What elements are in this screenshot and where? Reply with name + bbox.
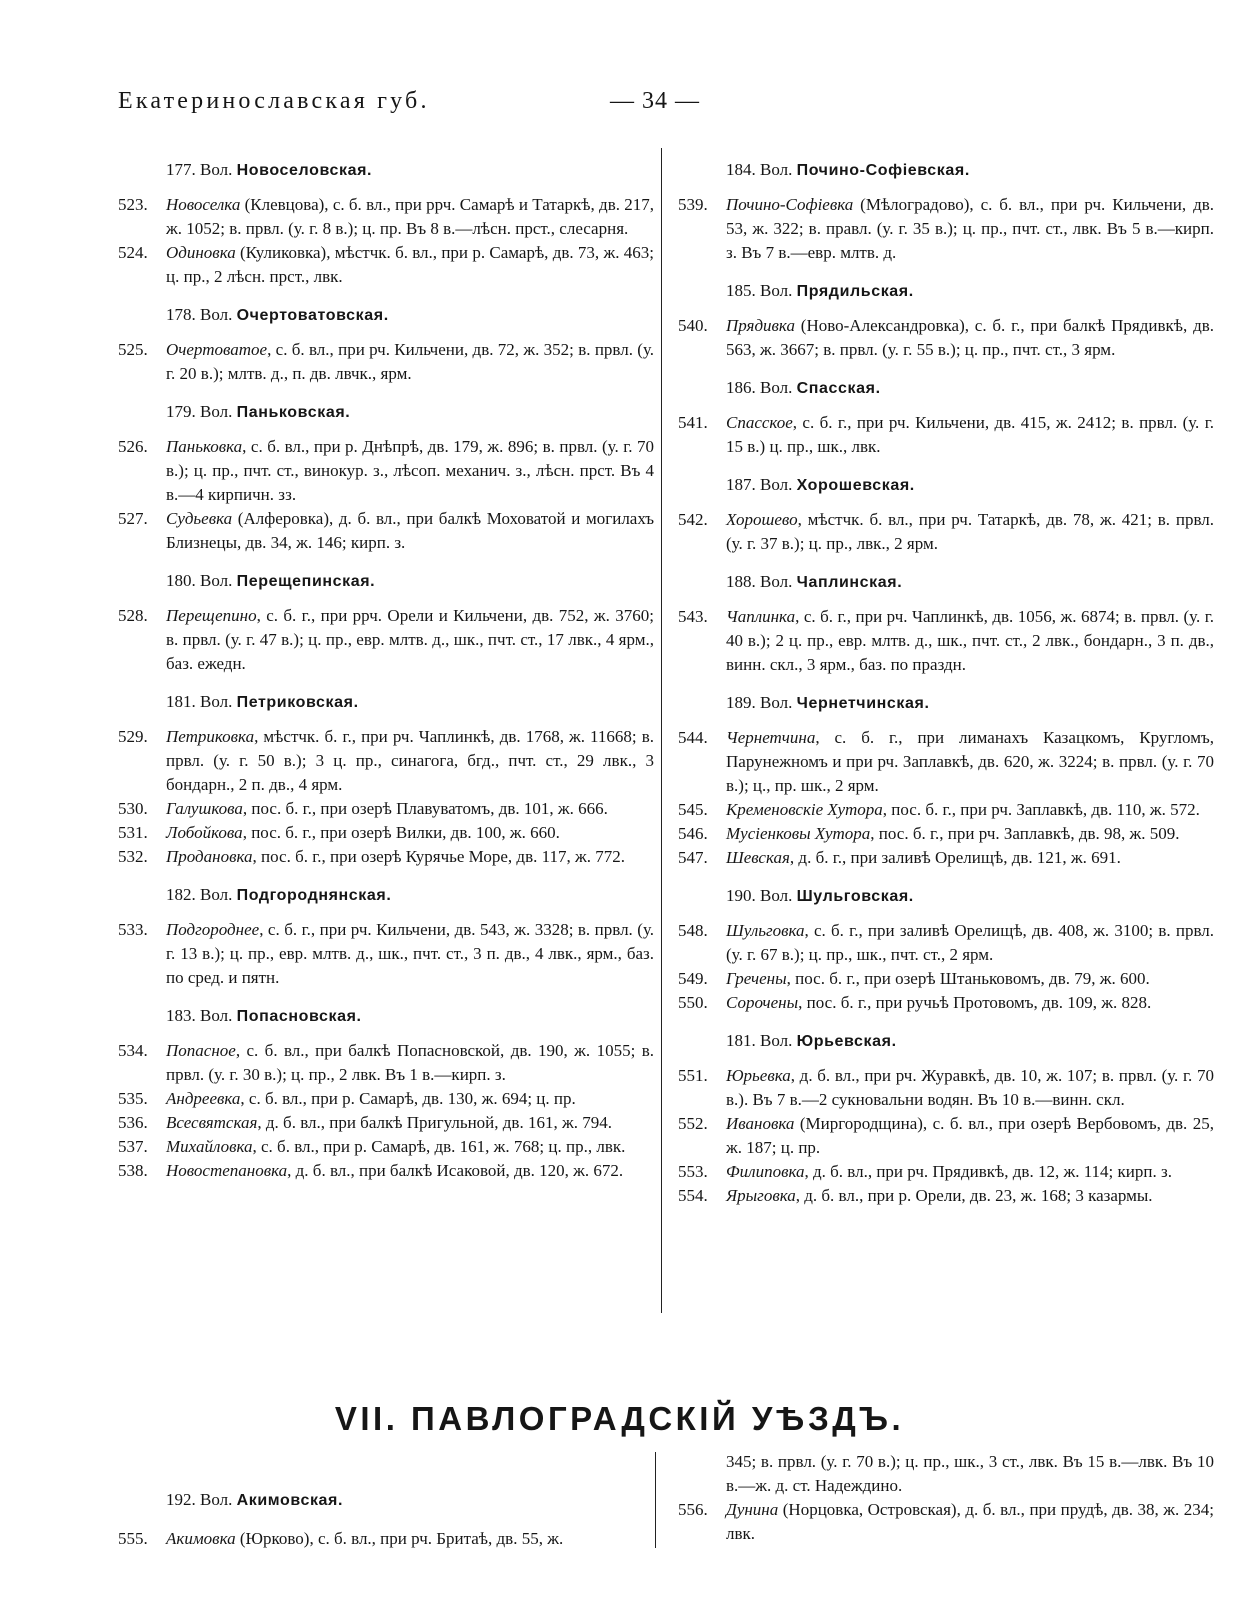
volost-name: Перещепинская.: [236, 573, 376, 590]
entry-body: [726, 919, 1214, 967]
volost-number: 184.: [726, 160, 756, 179]
place-name: Ярыговка: [726, 1186, 796, 1205]
entry-text: , пос. б. г., при ручьѣ Протовомъ, дв. 109, ж. 828.: [798, 993, 1152, 1012]
entry-text: , с. б. г., при ррч. Орели и Кильчени, дв. 752, ж. 3760; в. првл. (у. г. 47 в.); ц. пр., евр. млтв. д., шк., пчт. ст., 17 лвк., 4 ярм., баз. ежедн.: [166, 606, 654, 673]
place-name: Михайловка: [166, 1137, 253, 1156]
volost-prefix: Вол.: [200, 160, 233, 179]
entry-body: [726, 314, 1214, 362]
entry-number: 551.: [678, 1066, 708, 1085]
entry-number: 542.: [678, 510, 708, 529]
volost-prefix: Вол.: [200, 1490, 233, 1509]
entry-body: [726, 1160, 1214, 1184]
settlement-entry: [678, 967, 1214, 991]
volost-prefix: Вол.: [760, 475, 793, 494]
volost-number: 189.: [726, 693, 756, 712]
entry-body: [166, 507, 654, 555]
entry-number: 548.: [678, 921, 708, 940]
entry-number: 538.: [118, 1161, 148, 1180]
bottom-left-column: [118, 1488, 654, 1551]
entry-text: , д. б. вл., при рч. Прядивкѣ, дв. 12, ж. 114; кирп. з.: [804, 1162, 1172, 1181]
entry-number: 541.: [678, 413, 708, 432]
entry-number: 547.: [678, 848, 708, 867]
entry-text: , с. б. г., при рч. Кильчени, дв. 415, ж. 2412; в. првл. (у. г. 15 в.) ц. пр., шк., лвк.: [726, 413, 1214, 456]
settlement-entry: [118, 1159, 654, 1183]
volost-prefix: Вол.: [200, 885, 233, 904]
volost-number: 179.: [166, 402, 196, 421]
settlement-entry: [118, 435, 654, 507]
column-divider: [661, 148, 662, 1313]
place-name: Продановка: [166, 847, 253, 866]
volost-heading: [118, 883, 654, 908]
volost-name: Очертоватовская.: [236, 307, 389, 324]
entry-text: (Ново-Александровка), с. б. г., при балкѣ Прядивкѣ, дв. 563, ж. 3667; в. првл. (у. г. 55 в.); ц. пр., пчт. ст., 3 ярм.: [726, 316, 1215, 359]
settlement-entry: [118, 338, 654, 386]
volost-prefix: Вол.: [200, 692, 233, 711]
entry-body: [166, 797, 654, 821]
entry-text: , мѣстчк. б. г., при рч. Чаплинкѣ, дв. 1768, ж. 11668; в. првл. (у. г. 50 в.); 3 ц. пр., синагога, бгд., пчт. ст., 29 лвк., 3 бондарн., 2 п. дв., 4 ярм.: [166, 727, 654, 794]
entry-text: (Алферовка), д. б. вл., при балкѣ Моховатой и могилахъ Близнецы, дв. 34, ж. 146; кирп. з.: [166, 509, 654, 552]
settlement-entry: [118, 821, 654, 845]
entry-number: 524.: [118, 243, 148, 262]
entry-body: [166, 338, 654, 386]
settlement-entry: [678, 726, 1214, 798]
settlement-entry: [118, 1527, 654, 1551]
settlement-entry: [678, 991, 1214, 1015]
entry-number: 536.: [118, 1113, 148, 1132]
volost-heading: [678, 279, 1214, 304]
entry-text: , д. б. вл., при балкѣ Пригульной, дв. 161, ж. 794.: [257, 1113, 612, 1132]
entry-text: , пос. б. г., при озерѣ Вилки, дв. 100, ж. 660.: [242, 823, 560, 842]
settlement-entry: [678, 508, 1214, 556]
volost-number: 181.: [166, 692, 196, 711]
entry-number: 545.: [678, 800, 708, 819]
volost-prefix: Вол.: [760, 1031, 793, 1050]
entry-text: , д. б. вл., при рч. Журавкѣ, дв. 10, ж. 107; в. првл. (у. г. 70 в.). Въ 7 в.—2 сукновальни водян. Въ 10 в.—винн. скл.: [726, 1066, 1214, 1109]
settlement-entry: [118, 845, 654, 869]
entry-number: 552.: [678, 1114, 708, 1133]
right-column: [678, 158, 1214, 1208]
entry-body: [726, 846, 1214, 870]
volost-number: 183.: [166, 1006, 196, 1025]
volost-prefix: Вол.: [200, 571, 233, 590]
left-column: [118, 158, 654, 1183]
settlement-entry: [118, 193, 654, 241]
entry-body: [726, 1498, 1214, 1546]
volost-prefix: Вол.: [760, 378, 793, 397]
volost-name: Петриковская.: [236, 694, 359, 711]
volost-heading: [678, 473, 1214, 498]
entry-text: , с. б. вл., при р. Самарѣ, дв. 161, ж. 768; ц. пр., лвк.: [252, 1137, 626, 1156]
settlement-entry: [118, 1039, 654, 1087]
place-name: Попасное: [166, 1041, 236, 1060]
volost-heading: [678, 691, 1214, 716]
volost-name: Подгороднянская.: [236, 887, 392, 904]
place-name: Подгороднее: [166, 920, 260, 939]
volost-name: Чернетчинская.: [796, 695, 930, 712]
entry-text: (Юрково), с. б. вл., при рч. Бритаѣ, дв. 55, ж.: [239, 1529, 564, 1548]
volost-name: Почино-Софіевская.: [796, 162, 970, 179]
volost-prefix: Вол.: [200, 1006, 233, 1025]
running-head: [118, 88, 700, 115]
entry-number: 540.: [678, 316, 708, 335]
volost-name: Попасновская.: [236, 1008, 362, 1025]
place-name: Гречены: [726, 969, 787, 988]
volost-heading: [118, 303, 654, 328]
entry-text: , пос. б. г., при озерѣ Штаньковомъ, дв. 79, ж. 600.: [786, 969, 1150, 988]
column-divider-bottom: [655, 1452, 656, 1548]
settlement-entry: [118, 1135, 654, 1159]
entry-text: (Куликовка), мѣстчк. б. вл., при р. Самарѣ, дв. 73, ж. 463; ц. пр., 2 лѣсн. прст., лвк.: [166, 243, 654, 286]
entry-body: [166, 1159, 654, 1183]
volost-heading: [118, 1488, 654, 1513]
running-head-title: Екатеринославская губ.: [118, 88, 430, 114]
entry-text: , с. б. вл., при рч. Кильчени, дв. 72, ж. 352; в. првл. (у. г. 20 в.); млтв. д., п. дв. лвчк., ярм.: [166, 340, 654, 383]
volost-heading: [678, 884, 1214, 909]
place-name: Филиповка: [726, 1162, 805, 1181]
entry-number: 554.: [678, 1186, 708, 1205]
entry-body: [726, 411, 1214, 459]
entry-number: 523.: [118, 195, 148, 214]
entry-number: 534.: [118, 1041, 148, 1060]
settlement-entry: [678, 1160, 1214, 1184]
place-name: Шульговка: [726, 921, 805, 940]
entry-body: [166, 1111, 654, 1135]
volost-name: Спасская.: [796, 380, 881, 397]
volost-number: 185.: [726, 281, 756, 300]
entry-number: 555.: [118, 1529, 148, 1548]
volost-heading: [118, 1004, 654, 1029]
entry-number: 556.: [678, 1500, 708, 1519]
entry-number: 535.: [118, 1089, 148, 1108]
entry-number: 528.: [118, 606, 148, 625]
entry-number: 550.: [678, 993, 708, 1012]
settlement-entry: [678, 1498, 1214, 1546]
entry-number: 543.: [678, 607, 708, 626]
volost-prefix: Вол.: [760, 572, 793, 591]
entry-text: , с. б. г., при рч. Чаплинкѣ, дв. 1056, ж. 6874; в. првл. (у. г. 40 в.); 2 ц. пр., евр. млтв. д., шк., пчт. ст., 2 лвк., бондарн., 3 п. дв., винн. скл., 3 ярм., баз. по праздн.: [726, 607, 1214, 674]
place-name: Почино-Софіевка: [726, 195, 854, 214]
entry-text: , с. б. вл., при балкѣ Попасновской, дв. 190, ж. 1055; в. првл. (у. г. 30 в.); ц. пр., 2 лвк. Въ 1 в.—кирп. з.: [166, 1041, 654, 1084]
settlement-entry: [678, 846, 1214, 870]
entry-number: 544.: [678, 728, 708, 747]
volost-number: 180.: [166, 571, 196, 590]
entry-text: , с. б. г., при заливѣ Орелищѣ, дв. 408, ж. 3100; в. првл. (у. г. 67 в.); ц. пр., шк., пчт. ст., 2 ярм.: [726, 921, 1214, 964]
place-name: Юрьевка: [726, 1066, 791, 1085]
settlement-entry: [678, 822, 1214, 846]
settlement-entry: [118, 604, 654, 676]
volost-prefix: Вол.: [200, 402, 233, 421]
entry-body: [726, 726, 1214, 798]
place-name: Очертоватое: [166, 340, 268, 359]
place-name: Шевская: [726, 848, 790, 867]
volost-prefix: Вол.: [760, 693, 793, 712]
entry-number: 527.: [118, 509, 148, 528]
volost-heading: [678, 570, 1214, 595]
volost-prefix: Вол.: [200, 305, 233, 324]
volost-name: Хорошевская.: [796, 477, 915, 494]
place-name: Чаплинка: [726, 607, 796, 626]
entry-body: [166, 1039, 654, 1087]
volost-name: Паньковская.: [236, 404, 351, 421]
volost-name: Шульговская.: [796, 888, 914, 905]
volost-name: Чаплинская.: [796, 574, 903, 591]
entry-body: [166, 435, 654, 507]
entry-body: [166, 241, 654, 289]
entry-text: , д. б. вл., при р. Орели, дв. 23, ж. 168; 3 казармы.: [795, 1186, 1153, 1205]
place-name: Сорочены: [726, 993, 799, 1012]
entry-text: , пос. б. г., при рч. Заплавкѣ, дв. 98, ж. 509.: [870, 824, 1180, 843]
entry-number: 526.: [118, 437, 148, 456]
settlement-entry: [118, 1087, 654, 1111]
volost-heading: [118, 569, 654, 594]
volost-number: 182.: [166, 885, 196, 904]
entry-number: 533.: [118, 920, 148, 939]
settlement-entry: [678, 1184, 1214, 1208]
entry-body: [166, 1087, 654, 1111]
entry-body: [166, 725, 654, 797]
volost-heading: [678, 1029, 1214, 1054]
entry-body: [166, 845, 654, 869]
volost-number: 186.: [726, 378, 756, 397]
entry-body: [726, 508, 1214, 556]
entry-body: [726, 1184, 1214, 1208]
settlement-entry: [118, 797, 654, 821]
entry-text: , мѣстчк. б. вл., при рч. Татаркѣ, дв. 78, ж. 421; в. првл. (у. г. 37 в.); ц. пр., лвк., 2 ярм.: [726, 510, 1214, 553]
entry-continuation: 345; в. првл. (у. г. 70 в.); ц. пр., шк., 3 ст., лвк. Въ 15 в.—лвк. Въ 10 в.—ж. д. ст. Надеждино.: [726, 1452, 1214, 1495]
entry-body: [166, 604, 654, 676]
place-name: Хорошево: [726, 510, 798, 529]
entry-number: 553.: [678, 1162, 708, 1181]
entry-body: [726, 1064, 1214, 1112]
settlement-entry: [678, 193, 1214, 265]
settlement-entry: [678, 1112, 1214, 1160]
entry-number: 529.: [118, 727, 148, 746]
entry-body: [166, 821, 654, 845]
entry-body: [726, 1112, 1214, 1160]
entry-body: [726, 991, 1214, 1015]
entry-text: , пос. б. г., при озерѣ Курячье Море, дв. 117, ж. 772.: [252, 847, 625, 866]
entry-number: 549.: [678, 969, 708, 988]
page-number: — 34 —: [610, 88, 700, 114]
place-name: Дунина: [726, 1500, 779, 1519]
place-name: Новоселка: [166, 195, 241, 214]
place-name: Андреевка: [166, 1089, 241, 1108]
entry-text: , пос. б. г., при озерѣ Плавуватомъ, дв. 101, ж. 666.: [242, 799, 608, 818]
settlement-entry: [118, 725, 654, 797]
place-name: Судьевка: [166, 509, 233, 528]
place-name: Ивановка: [726, 1114, 795, 1133]
entry-body: [166, 193, 654, 241]
bottom-right-column: [678, 1450, 1214, 1546]
entry-body: [726, 605, 1214, 677]
place-name: Мусіенковы Хутора: [726, 824, 871, 843]
place-name: Одиновка: [166, 243, 236, 262]
volost-number: 178.: [166, 305, 196, 324]
volost-prefix: Вол.: [760, 160, 793, 179]
settlement-entry: [678, 605, 1214, 677]
entry-text: , д. б. вл., при балкѣ Исаковой, дв. 120, ж. 672.: [287, 1161, 624, 1180]
settlement-entry: [678, 798, 1214, 822]
place-name: Петриковка: [166, 727, 255, 746]
volost-number: 177.: [166, 160, 196, 179]
entry-text: , с. б. г., при лиманахъ Казацкомъ, Кругломъ, Парунежномъ и при рч. Заплавкѣ, дв. 620, ж. 3224; в. првл. (у. г. 70 в.); ц., пр. шк., 2 ярм.: [726, 728, 1214, 795]
entry-text: , пос. б. г., при рч. Заплавкѣ, дв. 110, ж. 572.: [882, 800, 1200, 819]
entry-number: 530.: [118, 799, 148, 818]
place-name: Галушкова: [166, 799, 243, 818]
settlement-entry: [118, 918, 654, 990]
entry-number: 537.: [118, 1137, 148, 1156]
district-title: VII. ПАВЛОГРАДСКІЙ УѢЗДЪ.: [334, 1400, 905, 1437]
volost-number: 181.: [726, 1031, 756, 1050]
place-name: Перещепино: [166, 606, 257, 625]
entry-text: (Клевцова), с. б. вл., при ррч. Самарѣ и Татаркѣ, дв. 217, ж. 1052; в. првл. (у. г. 8 в.); ц. пр. Въ 8 в.—лѣсн. прст., слесарня.: [166, 195, 655, 238]
volost-heading: [678, 376, 1214, 401]
volost-number: 188.: [726, 572, 756, 591]
entry-body: [726, 193, 1214, 265]
place-name: Чернетчина: [726, 728, 816, 747]
volost-prefix: Вол.: [760, 886, 793, 905]
volost-heading: [118, 400, 654, 425]
place-name: Лобойкова: [166, 823, 243, 842]
volost-number: 192.: [166, 1490, 196, 1509]
entry-body: [726, 967, 1214, 991]
entry-body: [166, 1135, 654, 1159]
place-name: Акимовка: [166, 1529, 236, 1548]
place-name: Новостепановка: [166, 1161, 288, 1180]
entry-text: , с. б. г., при рч. Кильчени, дв. 543, ж. 3328; в. првл. (у. г. 13 в.); ц. пр., евр. млтв. д., шк., пчт. ст., 3 п. дв., 4 лвк., ярм., баз. по сред. и пятн.: [166, 920, 654, 987]
settlement-entry: [678, 1064, 1214, 1112]
settlement-entry: [118, 241, 654, 289]
entry-text: , с. б. вл., при р. Днѣпрѣ, дв. 179, ж. 896; в. првл. (у. г. 70 в.); ц. пр., пчт. ст., винокур. з., лѣсоп. механич. з., лѣсн. прст. Въ 4 в.—4 кирпичн. зз.: [166, 437, 654, 504]
settlement-entry: [678, 919, 1214, 967]
entry-body: [166, 1527, 654, 1551]
volost-heading: [678, 158, 1214, 183]
entry-number: 539.: [678, 195, 708, 214]
entry-number: 532.: [118, 847, 148, 866]
entry-body: [726, 822, 1214, 846]
entry-text: , д. б. г., при заливѣ Орелищѣ, дв. 121, ж. 691.: [789, 848, 1121, 867]
volost-name: Новоселовская.: [236, 162, 373, 179]
settlement-entry: [678, 314, 1214, 362]
place-name: Всесвятская: [166, 1113, 258, 1132]
entry-number: 525.: [118, 340, 148, 359]
entry-body: [166, 918, 654, 990]
place-name: Кременовскіе Хутора: [726, 800, 883, 819]
volost-name: Юрьевская.: [796, 1033, 897, 1050]
volost-heading: [118, 690, 654, 715]
entry-text: (Норцовка, Островская), д. б. вл., при прудѣ, дв. 38, ж. 234; лвк.: [726, 1500, 1214, 1543]
entry-text: (Мѣлоградово), с. б. вл., при рч. Кильчени, дв. 53, ж. 322; в. правл. (у. г. 35 в.); ц. пр., пчт. ст., лвк. Въ 5 в.—кирп. з. Въ 7 в.—евр. млтв. д.: [726, 195, 1214, 262]
volost-number: 187.: [726, 475, 756, 494]
volost-prefix: Вол.: [760, 281, 793, 300]
entry-text: (Миргородщина), с. б. вл., при озерѣ Вербовомъ, дв. 25, ж. 187; ц. пр.: [726, 1114, 1215, 1157]
entry-number: 531.: [118, 823, 148, 842]
place-name: Паньковка: [166, 437, 243, 456]
volost-number: 190.: [726, 886, 756, 905]
volost-name: Акимовская.: [236, 1492, 344, 1509]
settlement-entry: [678, 411, 1214, 459]
entry-text: , с. б. вл., при р. Самарѣ, дв. 130, ж. 694; ц. пр.: [240, 1089, 576, 1108]
settlement-entry: [118, 1111, 654, 1135]
place-name: Спасское: [726, 413, 793, 432]
settlement-entry: [118, 507, 654, 555]
place-name: Прядивка: [726, 316, 795, 335]
volost-name: Прядильская.: [796, 283, 914, 300]
volost-heading: [118, 158, 654, 183]
entry-body: [726, 798, 1214, 822]
entry-number: 546.: [678, 824, 708, 843]
